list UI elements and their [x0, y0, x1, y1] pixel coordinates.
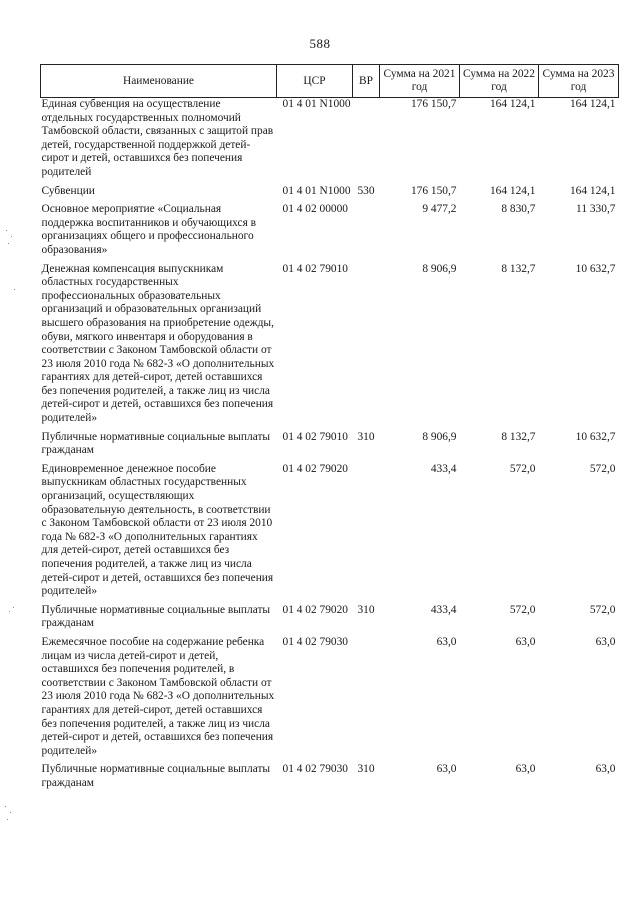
row-sum-2022: 164 124,1 [489, 98, 536, 110]
row-sum-2023: 10 632,7 [575, 262, 616, 275]
row-vr: 530 [357, 184, 375, 197]
row-sum-2023: 63,0 [595, 763, 616, 776]
scan-speck [11, 236, 12, 237]
table-row [41, 431, 619, 463]
table-header [41, 65, 619, 98]
row-name: Ежемесячное пособие на содержание ребенка лицам из числа детей-сирот и детей, оставшихся без попечения родителей, в соответствии с Законом Тамбовской области от 23 июля 2010 года № 682-З «О дополнительных гарантиях для детей-сирот, детей оставшихся без попечения родителей, а также лиц из числа детей-сирот и детей, оставшихся без попечения родителей» [41, 635, 275, 757]
row-sum-2023: 63,0 [595, 635, 616, 648]
row-sum-2023: 11 330,7 [576, 203, 616, 216]
row-sum-2023: 572,0 [589, 603, 616, 616]
row-sum-2023: 164 124,1 [569, 98, 616, 110]
scan-speck [5, 806, 6, 807]
row-sum-2021: 176 150,7 [410, 184, 457, 197]
table-row [41, 463, 619, 604]
table-row [41, 203, 619, 262]
scan-speck [14, 289, 15, 290]
row-sum-2022: 572,0 [509, 603, 536, 616]
row-sum-2023: 164 124,1 [569, 184, 616, 197]
table-row [41, 763, 619, 795]
table-row [41, 636, 619, 763]
budget-table [40, 64, 619, 796]
scan-speck [13, 607, 14, 608]
row-csr: 01 4 01 N1000 [282, 184, 351, 197]
scan-speck [7, 819, 8, 820]
row-sum-2022: 63,0 [515, 763, 536, 776]
row-sum-2021: 63,0 [436, 763, 457, 776]
scan-speck [6, 230, 7, 231]
row-vr: 310 [357, 603, 375, 616]
header-sum-2022: Сумма на 2022 год [460, 65, 539, 98]
row-name: Публичные нормативные социальные выплаты гражданам [41, 430, 271, 457]
row-sum-2021: 63,0 [436, 635, 457, 648]
row-name: Денежная компенсация выпускникам областных государственных профессиональных образовательных организаций и образовательных организаций высшего образования на приобретение одежды, обуви, мягкого инвентаря и оборудования в соответствии с Законом Тамбовской области от 23 июля 2010 года № 682-З «О дополнительных гарантиях для детей-сирот, детей оставшихся без попечения родителей, а также лиц из числа детей-сирот и детей, оставшихся без попечения родителей» [41, 262, 275, 425]
row-vr [353, 98, 380, 185]
header-name: Наименование [41, 65, 277, 98]
row-vr [353, 203, 380, 262]
header-sum-2021: Сумма на 2021 год [380, 65, 460, 98]
table-row [41, 185, 619, 204]
row-sum-2021: 433,4 [430, 462, 457, 475]
page-number: 588 [309, 36, 331, 51]
row-sum-2021: 8 906,9 [422, 430, 457, 443]
row-csr: 01 4 02 79030 [282, 763, 348, 776]
row-sum-2023: 572,0 [589, 462, 616, 475]
row-vr: 310 [357, 763, 375, 776]
row-sum-2022: 8 132,7 [501, 430, 536, 443]
scan-speck [8, 243, 9, 244]
row-vr: 310 [357, 430, 375, 443]
row-csr: 01 4 02 79020 [282, 462, 348, 475]
row-name: Публичные нормативные социальные выплаты гражданам [41, 603, 271, 630]
row-csr: 01 4 02 79030 [282, 635, 348, 648]
row-sum-2022: 8 830,7 [501, 203, 536, 216]
row-sum-2021: 433,4 [430, 603, 457, 616]
row-vr [353, 263, 380, 431]
row-csr: 01 4 02 79010 [282, 430, 348, 443]
row-name: Единая субвенция на осуществление отдельных государственных полномочий Тамбовской области, связанных с защитой прав детей, государственной поддержкой детей-сирот и детей, оставшихся без попечения родителей [41, 98, 274, 178]
row-sum-2022: 572,0 [509, 462, 536, 475]
scan-speck [9, 611, 10, 612]
row-name: Субвенции [41, 184, 95, 197]
row-sum-2021: 9 477,2 [422, 203, 457, 216]
header-vr: ВР [353, 65, 380, 98]
row-sum-2021: 176 150,7 [410, 98, 457, 110]
row-sum-2022: 8 132,7 [501, 262, 536, 275]
table-body [41, 98, 619, 796]
row-vr [353, 636, 380, 763]
row-vr [353, 463, 380, 604]
row-csr: 01 4 02 00000 [282, 203, 348, 216]
scan-speck [10, 812, 11, 813]
row-sum-2021: 8 906,9 [422, 262, 457, 275]
table-row [41, 604, 619, 636]
header-csr: ЦСР [277, 65, 353, 98]
table-row [41, 263, 619, 431]
row-name: Единовременное денежное пособие выпускникам областных государственных организаций, осуществляющих образовательную деятельность, в соответствии с Законом Тамбовской области от 23 июля 2010 года № 682-З «О дополнительных гарантиях для детей-сирот, детей оставшихся без попечения родителей, а также лиц из числа детей-сирот и детей, оставшихся без попечения родителей» [41, 462, 274, 598]
row-csr: 01 4 02 79010 [282, 262, 348, 275]
row-name: Публичные нормативные социальные выплаты гражданам [41, 763, 271, 789]
row-sum-2022: 63,0 [515, 635, 536, 648]
row-sum-2023: 10 632,7 [575, 430, 616, 443]
row-csr: 01 4 02 79020 [282, 603, 348, 616]
row-csr: 01 4 01 N1000 [282, 98, 351, 110]
header-sum-2023: Сумма на 2023 год [539, 65, 619, 98]
row-name: Основное мероприятие «Социальная поддержка воспитанников и обучающихся в организациях общего и профессионального образования» [41, 203, 257, 256]
table-row [41, 98, 619, 185]
row-sum-2022: 164 124,1 [489, 184, 536, 197]
